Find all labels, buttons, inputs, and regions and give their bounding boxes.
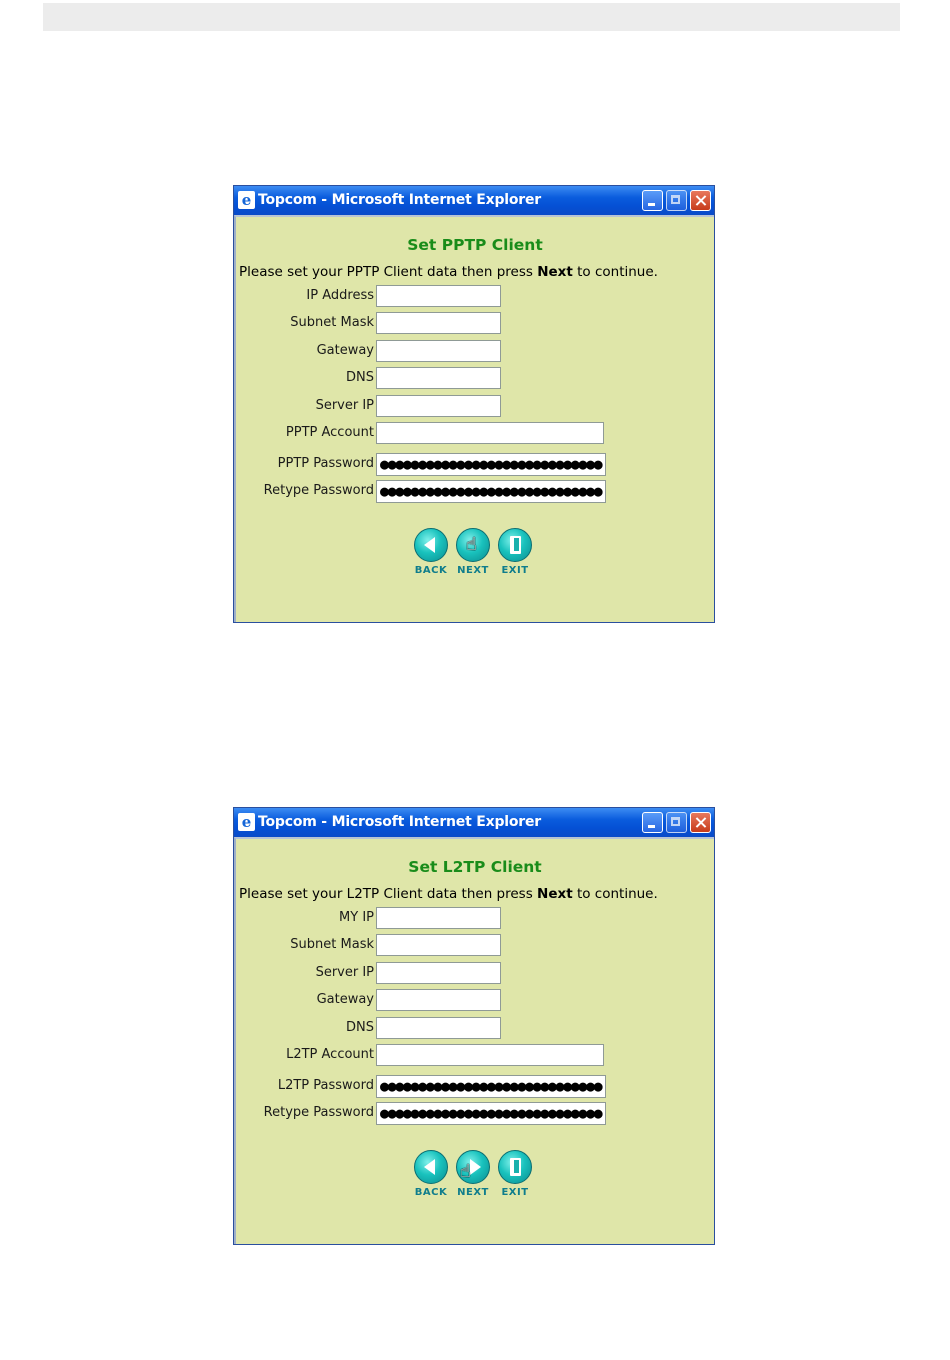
form-instructions: Please set your L2TP Client data then press Next to continue. — [239, 886, 658, 902]
pptp-form-panel — [234, 215, 714, 622]
ip-address-label: IP Address — [306, 288, 374, 303]
retype-password-input[interactable]: ●●●●●●●●●●●●●●●●●●●●●●●●●●●●● — [376, 480, 606, 503]
subnet-mask-label: Subnet Mask — [290, 937, 374, 952]
hand-cursor-icon: ☝ — [460, 1161, 471, 1182]
subnet-mask-label: Subnet Mask — [290, 315, 374, 330]
form-heading: Set L2TP Client — [408, 858, 542, 876]
pptp-dialog-window — [233, 185, 715, 623]
l2tp-form-panel — [234, 837, 714, 1244]
server-ip-label: Server IP — [315, 398, 374, 413]
retype-password-label: Retype Password — [263, 1105, 374, 1120]
door-icon — [498, 1150, 532, 1184]
next-button[interactable]: ☝ NEXT — [453, 528, 493, 577]
ip-address-input[interactable] — [376, 285, 501, 307]
pptp-password-label: PPTP Password — [277, 456, 374, 471]
ie-icon: e — [238, 191, 255, 209]
subnet-mask-input[interactable] — [376, 934, 501, 956]
my-ip-input[interactable] — [376, 907, 501, 929]
l2tp-account-input[interactable] — [376, 1044, 604, 1066]
gateway-input[interactable] — [376, 340, 501, 362]
retype-password-input[interactable]: ●●●●●●●●●●●●●●●●●●●●●●●●●●●●● — [376, 1102, 606, 1125]
close-button[interactable] — [690, 812, 711, 833]
close-button[interactable] — [690, 190, 711, 211]
subnet-mask-input[interactable] — [376, 312, 501, 334]
window-title: Topcom - Microsoft Internet Explorer — [258, 192, 541, 208]
right-arrow-icon — [456, 528, 490, 562]
left-arrow-icon — [414, 528, 448, 562]
titlebar[interactable] — [234, 186, 714, 215]
l2tp-account-label: L2TP Account — [286, 1047, 374, 1062]
gateway-input[interactable] — [376, 989, 501, 1011]
server-ip-input[interactable] — [376, 395, 501, 417]
next-emphasis: Next — [537, 886, 573, 902]
exit-button[interactable]: EXIT — [495, 528, 535, 577]
my-ip-label: MY IP — [339, 910, 374, 925]
pptp-password-input[interactable]: ●●●●●●●●●●●●●●●●●●●●●●●●●●●●● — [376, 453, 606, 476]
minimize-button[interactable] — [642, 812, 663, 833]
l2tp-dialog-window — [233, 807, 715, 1245]
exit-button[interactable]: EXIT — [495, 1150, 535, 1199]
back-button[interactable]: BACK — [411, 528, 451, 577]
form-heading: Set PPTP Client — [407, 236, 543, 254]
minimize-button[interactable] — [642, 190, 663, 211]
l2tp-password-label: L2TP Password — [277, 1078, 374, 1093]
next-emphasis: Next — [537, 264, 573, 280]
dns-label: DNS — [346, 370, 374, 385]
door-icon — [498, 528, 532, 562]
retype-password-label: Retype Password — [263, 483, 374, 498]
pptp-account-input[interactable] — [376, 422, 604, 444]
server-ip-label: Server IP — [315, 965, 374, 980]
right-arrow-icon — [456, 1150, 490, 1184]
left-arrow-icon — [414, 1150, 448, 1184]
dns-label: DNS — [346, 1020, 374, 1035]
page-header-bar — [43, 3, 900, 31]
gateway-label: Gateway — [316, 343, 374, 358]
gateway-label: Gateway — [316, 992, 374, 1007]
hand-cursor-icon: ☝ — [466, 534, 477, 555]
form-instructions: Please set your PPTP Client data then press Next to continue. — [239, 264, 658, 280]
dns-input[interactable] — [376, 367, 501, 389]
ie-icon: e — [238, 813, 255, 831]
l2tp-password-input[interactable]: ●●●●●●●●●●●●●●●●●●●●●●●●●●●●● — [376, 1075, 606, 1098]
back-button[interactable]: BACK — [411, 1150, 451, 1199]
pptp-account-label: PPTP Account — [285, 425, 374, 440]
titlebar[interactable] — [234, 808, 714, 837]
maximize-button[interactable] — [666, 190, 687, 211]
dns-input[interactable] — [376, 1017, 501, 1039]
window-title: Topcom - Microsoft Internet Explorer — [258, 814, 541, 830]
maximize-button[interactable] — [666, 812, 687, 833]
next-button[interactable]: ☝ NEXT — [453, 1150, 493, 1199]
server-ip-input[interactable] — [376, 962, 501, 984]
